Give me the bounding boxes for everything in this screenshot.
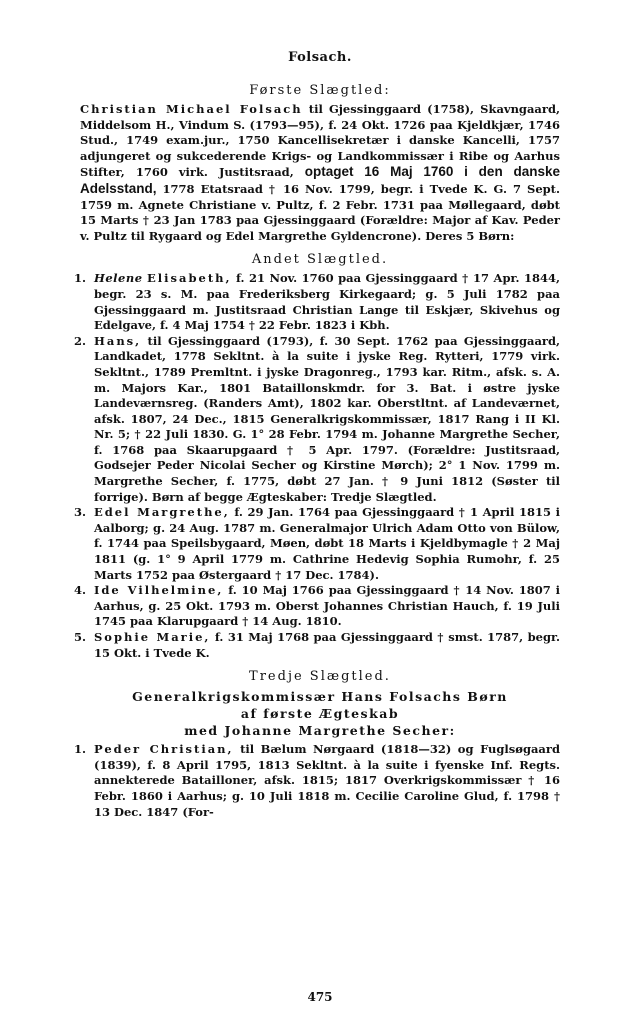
book-page bbox=[74, 50, 561, 1004]
entry-text: til Gjessinggaard (1793), f. 30 Sept. 1762 paa Gjessinggaard, Landkadet, 1778 Sekltnt. à la suite i jyske Reg. Rytteri, 1779 virk. Sekltnt., 1789 Premltnt. i jyske Dragonreg., 1793 kar. Ritm., afsk. s. A. m. Majors Kar., 1801 Bataillonskmdr. for 3. Bat. i østre jyske Landeværnsreg. (Randers Amt), 1802 kar. Oberstltnt. af Landeværnet, afsk. 1807, 24 Dec., 1815 Generalkrigskommissær, 1817 Rang i II Kl. Nr. 5; † 22 Juli 1830. G. 1° 28 Febr. 1794 m. Johanne Margrethe Secher, f. 1768 paa Skaarupgaard † 5 Apr. 1797. (Forældre: Justitsraad, Godsejer Peder Nicolai Secher og Kirstine Mørch); 2° 1 Nov. 1799 m. Margrethe Secher, f. 1775, døbt 27 Jan. † 9 Juni 1812 (Søster til forrige). Børn af begge Ægteskaber: Tredje Slægtled. bbox=[94, 333, 560, 504]
list-item bbox=[74, 583, 561, 630]
list-item bbox=[74, 742, 560, 820]
entry-text: f. 10 Maj 1766 paa Gjessinggaard † 14 Nov. 1807 i Aarhus, g. 25 Okt. 1793 m. Oberst Johannes Christian Hauch, f. 19 Juli 1745 paa Klarupgaard † 14 Aug. 1810. bbox=[94, 583, 561, 629]
entry-name: Sophie Marie, bbox=[94, 630, 211, 644]
entry-name: Peder Christian, bbox=[94, 742, 234, 757]
entry-name: Ide Vilhelmine, bbox=[94, 583, 224, 598]
list-item bbox=[74, 271, 560, 333]
page-number: 475 bbox=[307, 990, 333, 1004]
entry-text: f. 29 Jan. 1764 paa Gjessinggaard † 1 April 1815 i Aalborg; g. 24 Aug. 1787 m. Generalmajor Ulrich Adam Otto von Bülow, f. 1744 paa Speilsbygaard, Møen, døbt 18 Marts i Kjeldbymagle † 2 Maj 1811 (g. 1° 9 April 1779 m. Cathrine Hedevig Sophia Rumohr, f. 25 Marts 1752 paa Østergaard † 17 Dec. 1784). bbox=[94, 505, 560, 582]
generation-3-title: Tredje Slægtled. bbox=[249, 669, 391, 685]
entry-number: 4. bbox=[74, 583, 87, 598]
entry-name-italic: Helene bbox=[94, 271, 143, 286]
list-item bbox=[74, 630, 560, 661]
entry-name: Hans, bbox=[94, 333, 142, 348]
progenitor-text-a: til Gjessinggaard (1758), Skavngaard, Middelsom H., Vindum S. (1793—95), f. 24 Okt. 1726 paa Kjeldkjær, 1746 Stud., 1749 exam.jur., 1750 Kancellisekretær i danske Kancelli, 1757 adjungeret og sukcederende Krigs- og Landkommissær i Ribe og Aarhus Stifter, 1760 virk. Justitsraad, bbox=[80, 102, 560, 180]
entry-number: 3. bbox=[74, 505, 87, 520]
entry-text: f. 31 Maj 1768 paa Gjessinggaard † smst. 1787, begr. 15 Okt. i Tvede K. bbox=[94, 630, 560, 660]
entry-text: f. 21 Nov. 1760 paa Gjessinggaard † 17 Apr. 1844, begr. 23 s. M. paa Frederiksberg Kirkegaard; g. 5 Juli 1782 paa Gjessinggaard m. Justitsraad Christian Lange til Eskjær, Skivehus og Edelgave, f. 4 Maj 1754 † 22 Febr. 1823 i Kbh. bbox=[94, 271, 560, 333]
entry-name: Elisabeth, bbox=[147, 271, 232, 286]
entry-number: 5. bbox=[74, 630, 87, 644]
list-item bbox=[74, 333, 560, 506]
running-head: Folsach. bbox=[288, 50, 352, 65]
entry-number: 1. bbox=[74, 271, 87, 286]
entry-text: til Bælum Nørgaard (1818—32) og Fuglsøgaard (1839), f. 8 April 1795, 1813 Sekltnt. à la suite i fyenske Inf. Regts. annekterede Batailloner, afsk. 1815; 1817 Overkrigskommissær † 16 Febr. 1860 i Aarhus; g. 10 Juli 1818 m. Cecilie Caroline Glud, f. 1798 † 13 Dec. 1847 (For- bbox=[94, 742, 560, 819]
entry-name: Edel Margrethe, bbox=[94, 505, 230, 520]
entry-number: 1. bbox=[74, 742, 87, 757]
generation-3-subtitle-2: af første Ægteskab bbox=[240, 706, 400, 722]
generation-3-subtitle-1: Generalkrigskommissær Hans Folsachs Børn bbox=[132, 689, 508, 705]
ennoblement-text: optaget 16 Maj 1760 i den danske Adelsstand, bbox=[80, 164, 560, 196]
progenitor-name: Christian Michael Folsach bbox=[80, 102, 303, 116]
entry-number: 2. bbox=[74, 333, 87, 348]
generation-1-paragraph bbox=[80, 102, 560, 244]
list-item bbox=[74, 505, 560, 583]
generation-2-title: Andet Slægtled. bbox=[251, 252, 389, 268]
generation-3-subtitle-3: med Johanne Margrethe Secher: bbox=[184, 723, 456, 739]
generation-1-title: Første Slægtled: bbox=[249, 83, 391, 98]
progenitor-text-b: 1778 Etatsraad † 16 Nov. 1799, begr. i Tvede K. G. 7 Sept. 1759 m. Agnete Christiane v. Pultz, f. 2 Febr. 1731 paa Møllegaard, døbt 15 Marts † 23 Jan 1783 paa Gjessinggaard (Forældre: Major af Kav. Peder v. Pultz til Rygaard og Edel Margrethe Gyldencrone). Deres 5 Børn: bbox=[80, 181, 560, 243]
